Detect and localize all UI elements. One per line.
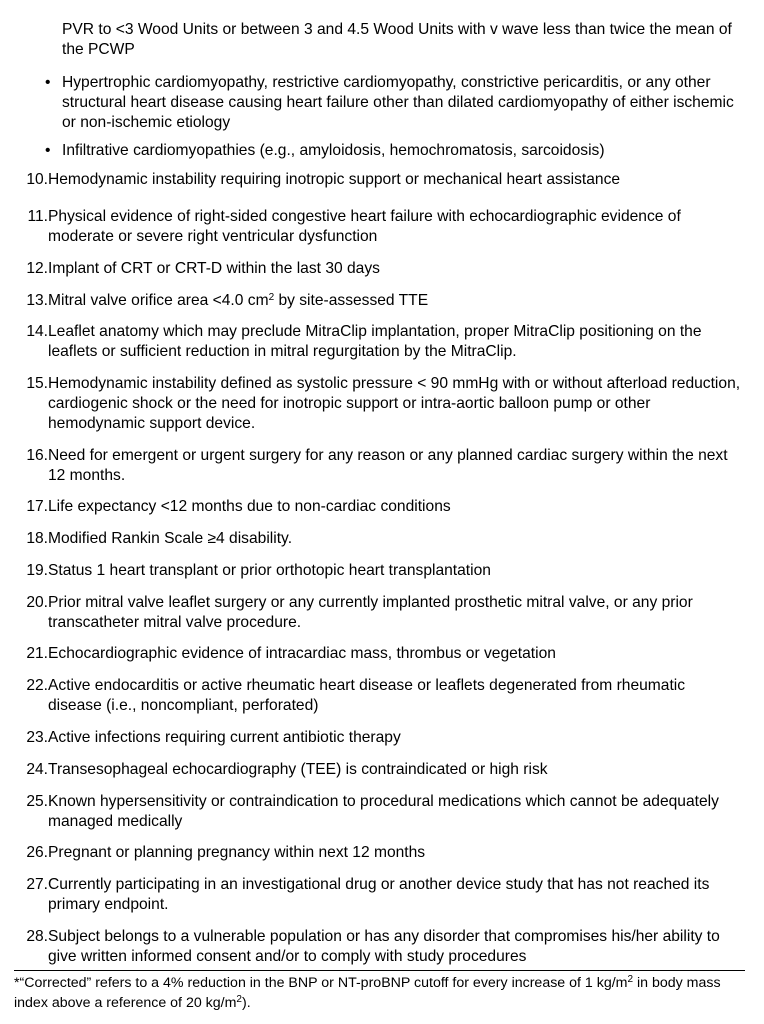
bullet-symbol: • [45, 142, 51, 159]
item-text: Physical evidence of right-sided congestive heart failure with echocardiographic evidence of moderate or severe right ventricular dysfunction [48, 208, 681, 245]
item-text: Active infections requiring current antibiotic therapy [48, 729, 401, 746]
item-number: 19. [26, 562, 48, 579]
item-text: Echocardiographic evidence of intracardiac mass, thrombus or vegetation [48, 645, 556, 662]
item-text: Known hypersensitivity or contraindication to procedural medications which cannot be adequately managed medically [48, 793, 719, 830]
bullet-symbol: • [45, 74, 51, 91]
item-number: 16. [26, 447, 48, 464]
criterion-item-13 [14, 291, 742, 311]
item-text: Subject belongs to a vulnerable population or has any disorder that compromises his/her ability to give written informed consent and/or to comply with study procedures [48, 928, 720, 965]
footnote-text: in body mass index above a reference of 20 kg/m [14, 975, 721, 1011]
item-number: 23. [26, 729, 48, 746]
superscript: 2 [268, 292, 275, 303]
criterion-item-23 [14, 728, 742, 748]
item-number: 21. [26, 645, 48, 662]
item-number: 10. [26, 171, 48, 188]
criterion-item-28 [14, 927, 742, 967]
criterion-item-15 [14, 374, 742, 434]
item-text-part: by site-assessed TTE [274, 292, 429, 309]
item-number: 28. [26, 928, 48, 945]
criterion-item-24 [14, 760, 742, 780]
criterion-item-25 [14, 792, 742, 832]
item-text: Implant of CRT or CRT-D within the last 30 days [48, 260, 380, 277]
item-number: 26. [26, 844, 48, 861]
footnote-text: ). [241, 995, 251, 1011]
item-number: 22. [26, 677, 48, 694]
footnote-divider [14, 970, 745, 971]
item-text-part: Mitral valve orifice area <4.0 cm [48, 292, 269, 309]
item-text: Life expectancy <12 months due to non-cardiac conditions [48, 498, 451, 515]
item-text: Currently participating in an investigational drug or another device study that has not reached its primary endpoint. [48, 876, 710, 913]
item-text: Active endocarditis or active rheumatic heart disease or leaflets degenerated from rheumatic disease (i.e., noncompliant, perforated) [48, 677, 686, 714]
item-number: 12. [26, 260, 48, 277]
item-number: 24. [26, 761, 48, 778]
item-number: 18. [26, 530, 48, 547]
item-text: Pregnant or planning pregnancy within next 12 months [48, 844, 426, 861]
criterion-item-22 [14, 676, 742, 716]
item-text: Hemodynamic instability defined as systolic pressure < 90 mmHg with or without afterload reduction, cardiogenic shock or the need for inotropic support or intra-aortic balloon pump or other hemodynamic support device. [48, 375, 741, 432]
bullet-text: Infiltrative cardiomyopathies (e.g., amyloidosis, hemochromatosis, sarcoidosis) [62, 142, 605, 159]
item-number: 27. [26, 876, 48, 893]
item-text: Transesophageal echocardiography (TEE) is contraindicated or high risk [48, 761, 548, 778]
item-text: Prior mitral valve leaflet surgery or any currently implanted prosthetic mitral valve, or any prior transcatheter mitral valve procedure. [48, 594, 693, 631]
item-text: Status 1 heart transplant or prior orthotopic heart transplantation [48, 562, 491, 579]
footnote [14, 973, 745, 1013]
item-number: 14. [26, 323, 48, 340]
item-number: 17. [26, 498, 48, 515]
criterion-item-27 [14, 875, 742, 915]
footnote-text: *“Corrected” refers to a 4% reduction in the BNP or NT-proBNP cutoff for every increase of 1 kg/m [14, 975, 628, 991]
criterion-item-10 [14, 170, 742, 190]
item-text: Leaflet anatomy which may preclude MitraClip implantation, proper MitraClip positioning on the leaflets or sufficient reduction in mitral regurgitation by the MitraClip. [48, 323, 702, 360]
criterion-item-21 [14, 644, 742, 664]
criterion-item-17 [14, 497, 742, 517]
criterion-item-12 [14, 259, 742, 279]
criterion-item-14 [14, 322, 742, 362]
criterion-item-18 [14, 529, 742, 549]
criterion-item-16 [14, 446, 742, 486]
criterion-item-19 [14, 561, 742, 581]
superscript: 2 [627, 974, 634, 985]
bullet-item [45, 141, 742, 161]
item-number: 20. [26, 594, 48, 611]
superscript: 2 [236, 994, 242, 1005]
item-text: Hemodynamic instability requiring inotropic support or mechanical heart assistance [48, 171, 621, 188]
item-text: Modified Rankin Scale ≥4 disability. [48, 530, 293, 547]
criterion-item-20 [14, 593, 742, 633]
item-text [48, 291, 742, 311]
item-number: 25. [26, 793, 48, 810]
bullet-item [45, 73, 742, 133]
item-number: 15. [26, 375, 48, 392]
criterion-item-26 [14, 843, 742, 863]
item-number: 11. [27, 208, 48, 225]
criterion-item-11 [14, 207, 742, 247]
bullet-text: Hypertrophic cardiomyopathy, restrictive cardiomyopathy, constrictive pericarditis, or any other structural heart disease causing heart failure other than dilated cardiomyopathy of either ischemic or non-ischemic etiology [62, 74, 734, 131]
continued-criterion-text: PVR to <3 Wood Units or between 3 and 4.5 Wood Units with v wave less than twice the mean of the PCWP [62, 21, 732, 58]
item-number: 13. [26, 292, 48, 309]
item-text: Need for emergent or urgent surgery for any reason or any planned cardiac surgery within the next 12 months. [48, 447, 728, 484]
